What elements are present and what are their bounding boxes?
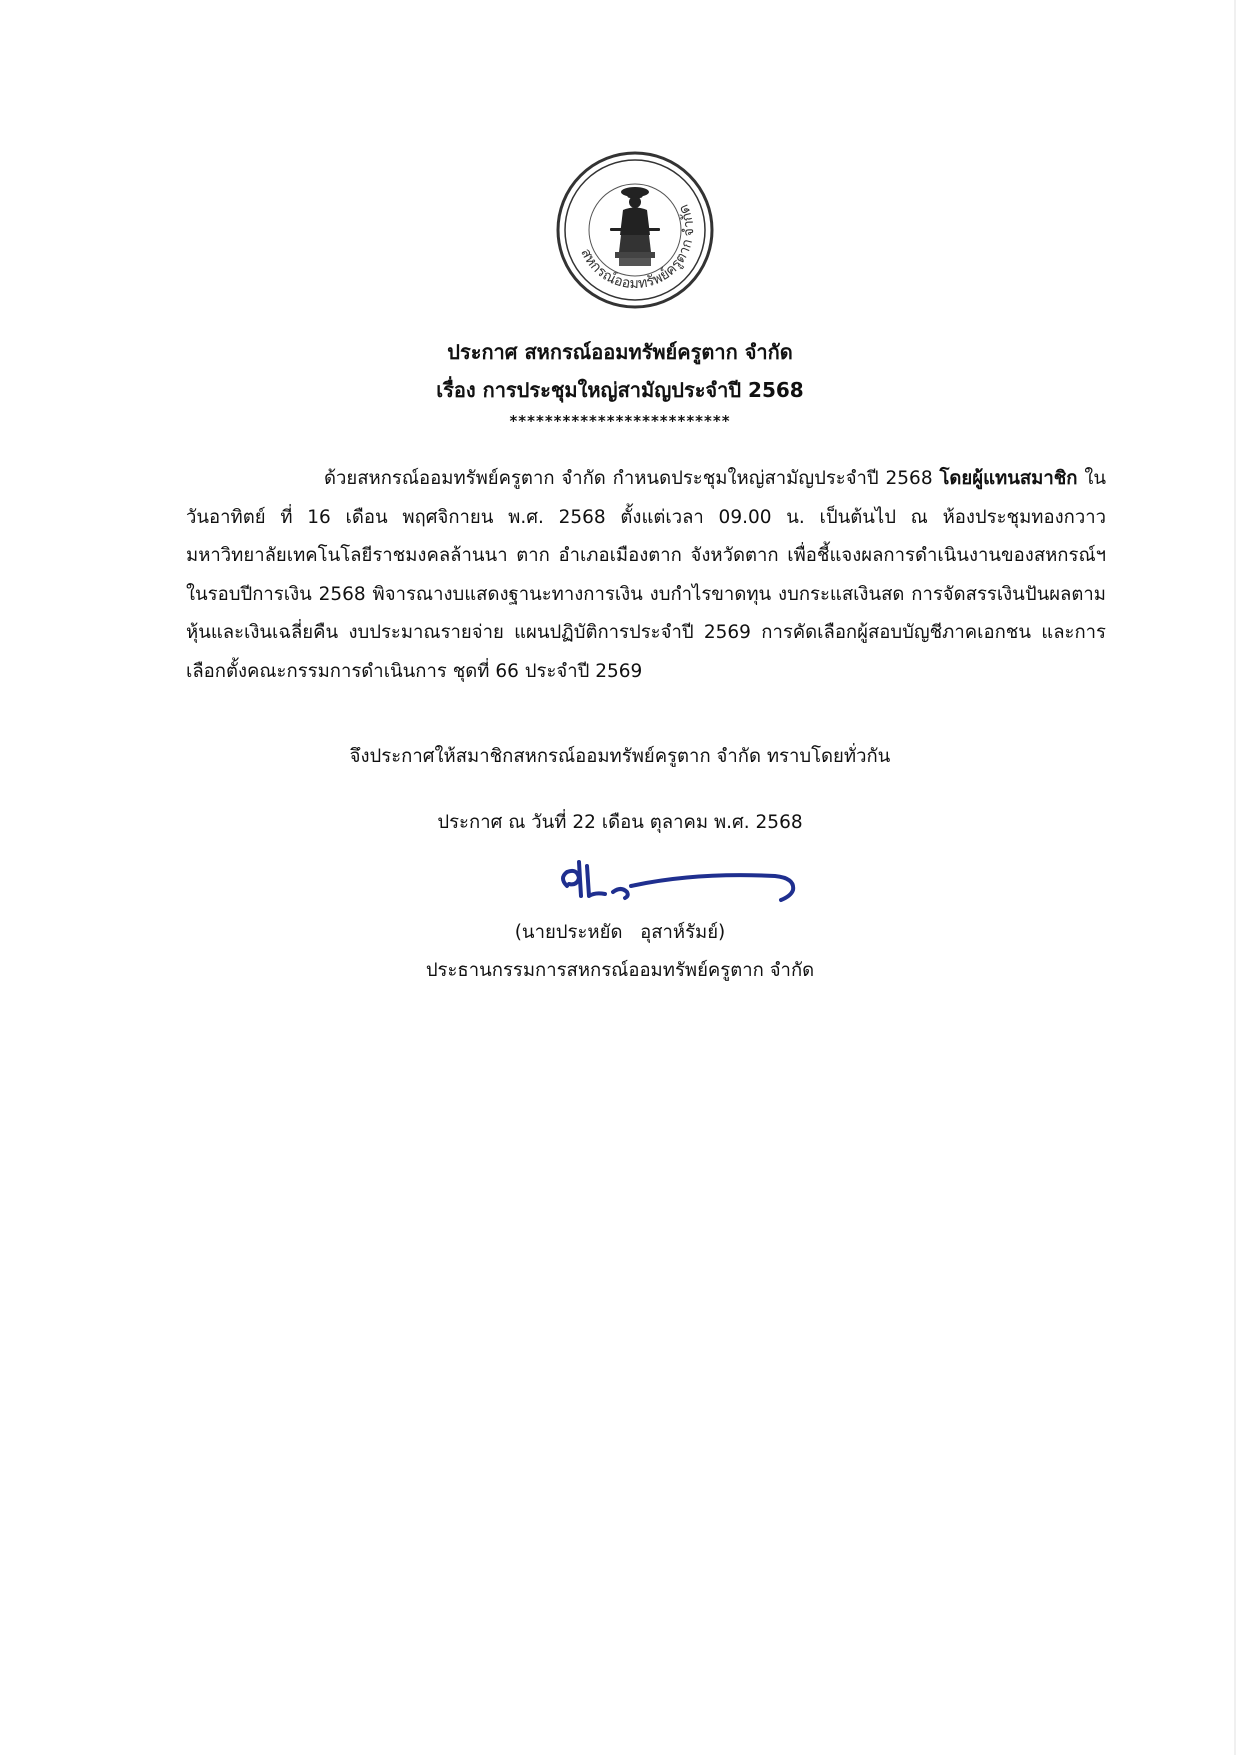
signatory-title: ประธานกรรมการสหกรณ์ออมทรัพย์ครูตาก จำกัด	[425, 960, 815, 981]
announcement-subject: เรื่อง การประชุมใหญ่สามัญประจำปี 2568	[436, 378, 804, 402]
announcement-date: ประกาศ ณ วันที่ 22 เดือน ตุลาคม พ.ศ. 2568	[437, 812, 803, 833]
handwritten-signature	[555, 856, 815, 904]
separator-asterisks: *************************	[509, 412, 731, 430]
body-paragraph	[186, 460, 1106, 691]
closing-notice: จึงประกาศให้สมาชิกสหกรณ์ออมทรัพย์ครูตาก จำกัด ทราบโดยทั่วกัน	[349, 746, 891, 767]
announcement-title: ประกาศ สหกรณ์ออมทรัพย์ครูตาก จำกัด	[447, 340, 793, 364]
svg-text:สหกรณ์ออมทรัพย์ครูตาก จำกัด: สหกรณ์ออมทรัพย์ครูตาก จำกัด	[577, 201, 698, 293]
scan-edge-line	[1234, 0, 1236, 1755]
body-bold-phrase: โดยผู้แทนสมาชิก	[939, 468, 1078, 489]
signatory-name: (นายประหยัด อุสาห์รัมย์)	[514, 922, 726, 943]
body-text-part1: ด้วยสหกรณ์ออมทรัพย์ครูตาก จำกัด กำหนดประชุมใหญ่สามัญประจำปี 2568	[324, 468, 940, 489]
body-text-part2: ในวันอาทิตย์ ที่ 16 เดือน พฤศจิกายน พ.ศ. 2568 ตั้งแต่เวลา 09.00 น. เป็นต้นไป ณ ห้องประชุมทองกวาว มหาวิทยาลัยเทคโนโลยีราชมงคลล้านนา ตาก อำเภอเมืองตาก จังหวัดตาก เพื่อชี้แจงผลการดำเนินงานของสหกรณ์ฯ ในรอบปีการเงิน 2568 พิจารณางบแสดงฐานะทางการเงิน งบกำไรขาดทุน งบกระแสเงินสด การจัดสรรเงินปันผลตามหุ้นและเงินเฉลี่ยคืน งบประมาณรายจ่าย แผนปฏิบัติการประจำปี 2569 การคัดเลือกผู้สอบบัญชีภาคเอกชน และการเลือกตั้งคณะกรรมการดำเนินการ ชุดที่ 66 ประจำปี 2569	[186, 468, 1107, 682]
cooperative-seal-logo	[555, 150, 715, 310]
